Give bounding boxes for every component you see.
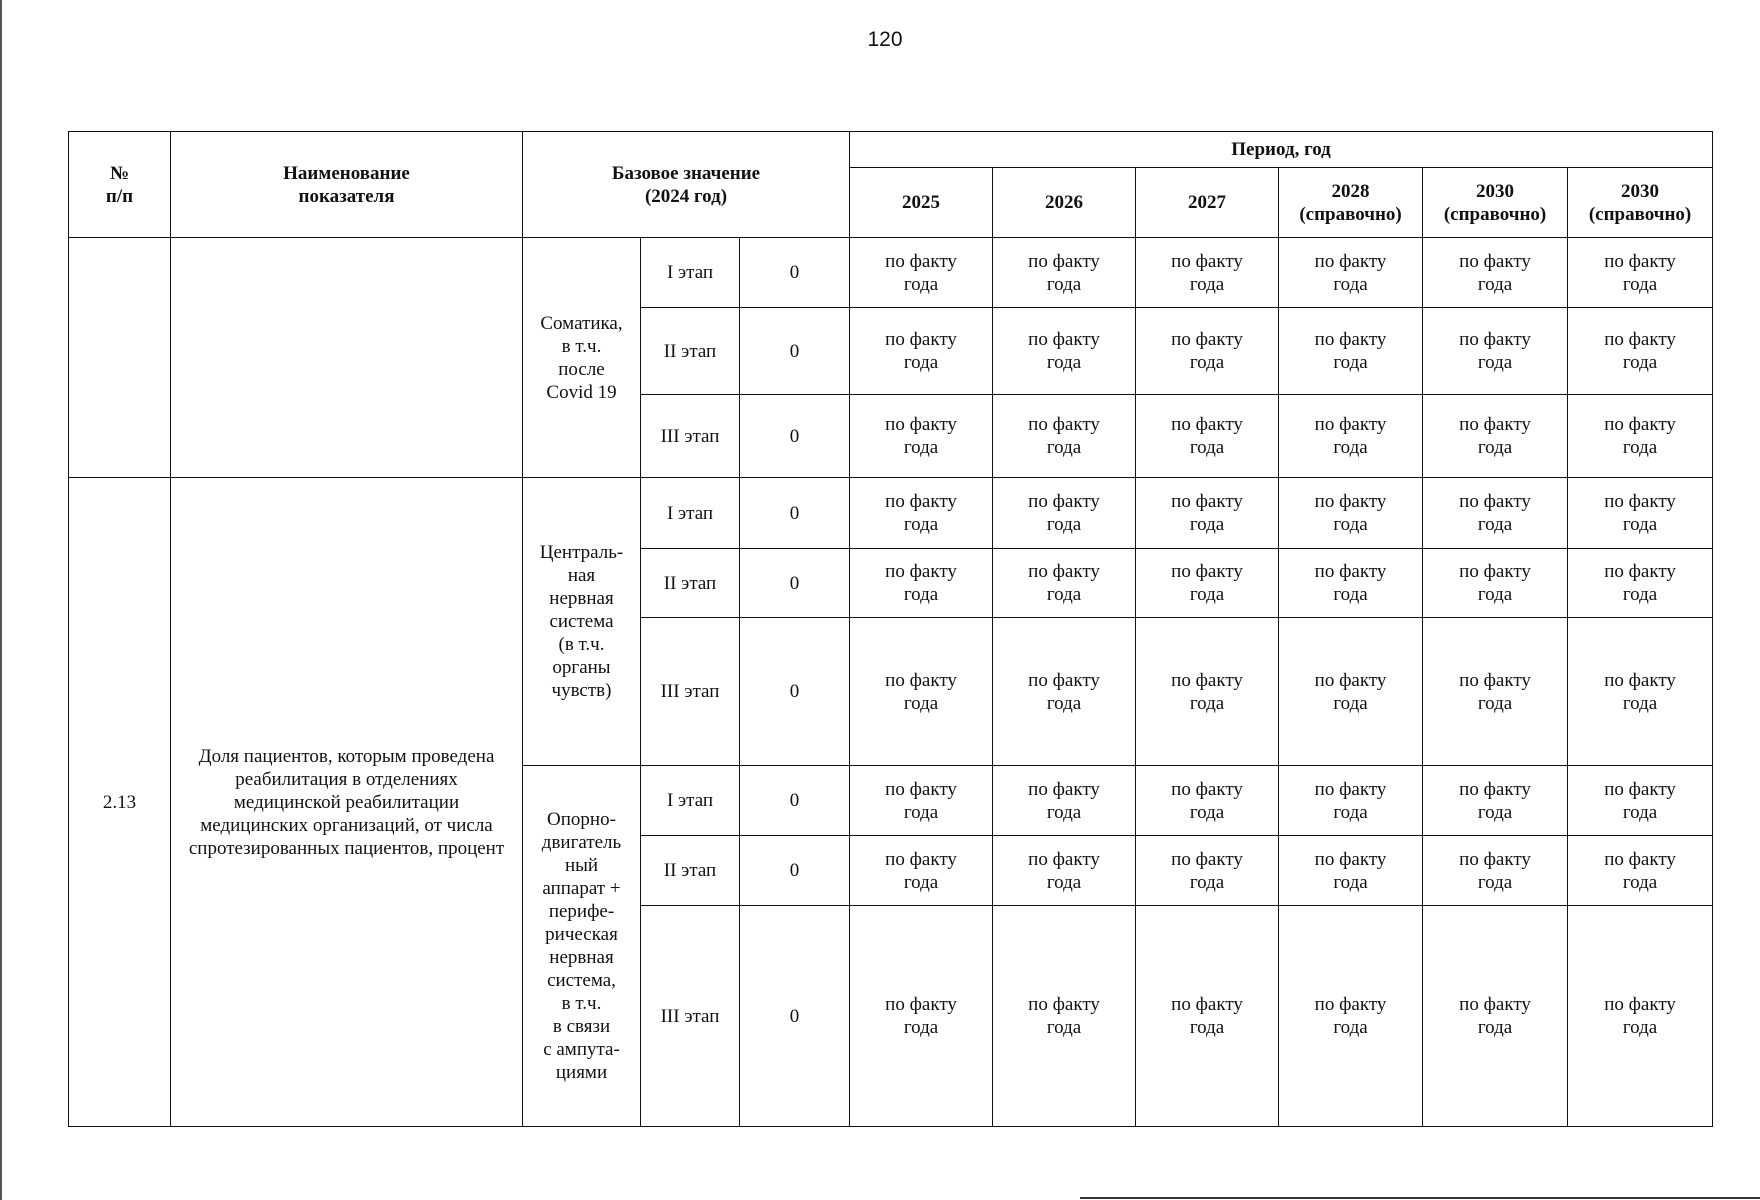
row-number: 2.13 bbox=[69, 478, 171, 1127]
period-value: по факту года bbox=[1279, 308, 1423, 395]
period-value: по факту года bbox=[1568, 618, 1713, 766]
period-value: по факту года bbox=[1423, 395, 1568, 478]
base-value: 0 bbox=[740, 238, 850, 308]
period-value: по факту года bbox=[1136, 836, 1279, 906]
period-value: по факту года bbox=[850, 308, 993, 395]
period-value: по факту года bbox=[1279, 618, 1423, 766]
period-value: по факту года bbox=[1423, 308, 1568, 395]
base-value: 0 bbox=[740, 618, 850, 766]
period-value: по факту года bbox=[1136, 238, 1279, 308]
header-period: Период, год bbox=[850, 132, 1713, 168]
period-value: по факту года bbox=[1279, 836, 1423, 906]
period-value: по факту года bbox=[1423, 906, 1568, 1127]
stage-label: III этап bbox=[641, 906, 740, 1127]
period-value: по факту года bbox=[1279, 766, 1423, 836]
period-value: по факту года bbox=[993, 549, 1136, 618]
organ-group-label: Соматика, в т.ч. после Covid 19 bbox=[523, 238, 641, 478]
period-value: по факту года bbox=[1279, 906, 1423, 1127]
scan-artifact-line bbox=[1080, 1197, 1760, 1199]
period-value: по факту года bbox=[1136, 395, 1279, 478]
period-value: по факту года bbox=[1279, 549, 1423, 618]
period-value: по факту года bbox=[1136, 906, 1279, 1127]
base-value: 0 bbox=[740, 906, 850, 1127]
period-value: по факту года bbox=[1279, 395, 1423, 478]
stage-label: II этап bbox=[641, 549, 740, 618]
period-value: по факту года bbox=[850, 836, 993, 906]
period-value: по факту года bbox=[993, 238, 1136, 308]
stage-label: II этап bbox=[641, 308, 740, 395]
period-value: по факту года bbox=[850, 395, 993, 478]
indicator-name: Доля пациентов, которым проведена реабилитация в отделениях медицинской реабилитации медицинских организаций, от числа спротезированных пациентов, процент bbox=[171, 478, 523, 1127]
period-value: по факту года bbox=[993, 395, 1136, 478]
header-year-5: 2030 (справочно) bbox=[1568, 168, 1713, 238]
header-year-1: 2026 bbox=[993, 168, 1136, 238]
header-base-value: Базовое значение (2024 год) bbox=[523, 132, 850, 238]
period-value: по факту года bbox=[850, 478, 993, 549]
stage-label: III этап bbox=[641, 618, 740, 766]
period-value: по факту года bbox=[1423, 478, 1568, 549]
period-value: по факту года bbox=[1136, 766, 1279, 836]
period-value: по факту года bbox=[850, 549, 993, 618]
period-value: по факту года bbox=[993, 906, 1136, 1127]
period-value: по факту года bbox=[1568, 766, 1713, 836]
period-value: по факту года bbox=[1568, 478, 1713, 549]
period-value: по факту года bbox=[1568, 308, 1713, 395]
base-value: 0 bbox=[740, 395, 850, 478]
header-year-2: 2027 bbox=[1136, 168, 1279, 238]
indicator-name bbox=[171, 238, 523, 478]
period-value: по факту года bbox=[850, 238, 993, 308]
period-value: по факту года bbox=[1423, 238, 1568, 308]
stage-label: III этап bbox=[641, 395, 740, 478]
organ-group-label: Централь- ная нервная система (в т.ч. органы чувств) bbox=[523, 478, 641, 766]
base-value: 0 bbox=[740, 836, 850, 906]
page-number: 120 bbox=[867, 28, 903, 51]
period-value: по факту года bbox=[1279, 238, 1423, 308]
period-value: по факту года bbox=[1568, 836, 1713, 906]
period-value: по факту года bbox=[850, 766, 993, 836]
period-value: по факту года bbox=[993, 618, 1136, 766]
stage-label: II этап bbox=[641, 836, 740, 906]
period-value: по факту года bbox=[993, 308, 1136, 395]
period-value: по факту года bbox=[1423, 549, 1568, 618]
header-year-0: 2025 bbox=[850, 168, 993, 238]
period-value: по факту года bbox=[1423, 618, 1568, 766]
header-year-3: 2028 (справочно) bbox=[1279, 168, 1423, 238]
period-value: по факту года bbox=[1423, 766, 1568, 836]
base-value: 0 bbox=[740, 478, 850, 549]
base-value: 0 bbox=[740, 308, 850, 395]
period-value: по факту года bbox=[1568, 395, 1713, 478]
table-row bbox=[69, 238, 1713, 308]
period-value: по факту года bbox=[1136, 308, 1279, 395]
period-value: по факту года bbox=[1136, 549, 1279, 618]
base-value: 0 bbox=[740, 549, 850, 618]
period-value: по факту года bbox=[1279, 478, 1423, 549]
table-row bbox=[69, 478, 1713, 549]
stage-label: I этап bbox=[641, 766, 740, 836]
period-value: по факту года bbox=[993, 836, 1136, 906]
period-value: по факту года bbox=[1568, 906, 1713, 1127]
header-name: Наименование показателя bbox=[171, 132, 523, 238]
header-num: № п/п bbox=[69, 132, 171, 238]
base-value: 0 bbox=[740, 766, 850, 836]
period-value: по факту года bbox=[850, 906, 993, 1127]
period-value: по факту года bbox=[1568, 238, 1713, 308]
header-year-4: 2030 (справочно) bbox=[1423, 168, 1568, 238]
organ-group-label: Опорно- двигатель ный аппарат + перифе- рическая нервная система, в т.ч. в связи с ампута- циями bbox=[523, 766, 641, 1127]
page-left-edge bbox=[0, 0, 2, 1200]
indicator-table bbox=[68, 131, 1713, 1127]
period-value: по факту года bbox=[1136, 618, 1279, 766]
period-value: по факту года bbox=[993, 478, 1136, 549]
period-value: по факту года bbox=[1568, 549, 1713, 618]
period-value: по факту года bbox=[1136, 478, 1279, 549]
period-value: по факту года bbox=[993, 766, 1136, 836]
period-value: по факту года bbox=[850, 618, 993, 766]
period-value: по факту года bbox=[1423, 836, 1568, 906]
row-number bbox=[69, 238, 171, 478]
stage-label: I этап bbox=[641, 238, 740, 308]
stage-label: I этап bbox=[641, 478, 740, 549]
